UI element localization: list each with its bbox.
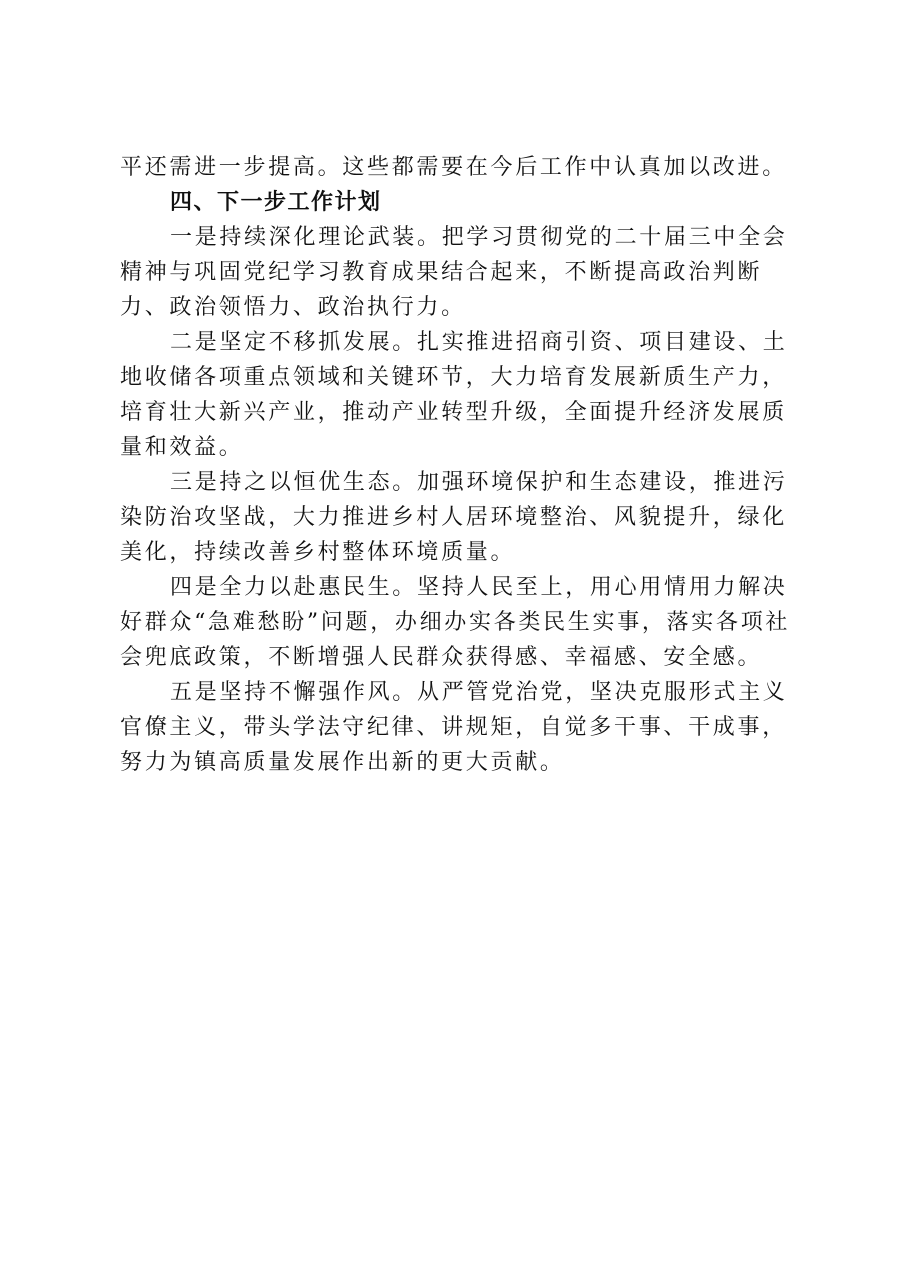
paragraph-4: 四是全力以赴惠民生。坚持人民至上，用心用情用力解决好群众“急难愁盼”问题，办细办实各类民生实事，落实各项社会兜底政策，不断增强人民群众获得感、幸福感、安全感。 xyxy=(120,575,791,670)
paragraph-1: 一是持续深化理论武装。把学习贯彻党的二十届三中全会精神与巩固党纪学习教育成果结合起来，不断提高政治判断力、政治领悟力、政治执行力。 xyxy=(120,225,788,320)
paragraph-3: 三是持之以恒优生态。加强环境保护和生态建设，推进污染防治攻坚战，大力推进乡村人居环境整治、风貌提升，绿化美化，持续改善乡村整体环境质量。 xyxy=(120,470,788,565)
document-body xyxy=(120,150,806,780)
lead-line: 平还需进一步提高。这些都需要在今后工作中认真加以改进。 xyxy=(120,155,787,180)
paragraph-5: 五是坚持不懈强作风。从严管党治党，坚决克服形式主义官僚主义，带头学法守纪律、讲规矩，自觉多干事、干成事，努力为镇高质量发展作出新的更大贡献。 xyxy=(120,680,788,775)
section-heading: 四、下一步工作计划 xyxy=(170,190,382,215)
paragraph-2: 二是坚定不移抓发展。扎实推进招商引资、项目建设、土地收储各项重点领域和关键环节，大力培育发展新质生产力，培育壮大新兴产业，推动产业转型升级，全面提升经济发展质量和效益。 xyxy=(120,330,788,460)
